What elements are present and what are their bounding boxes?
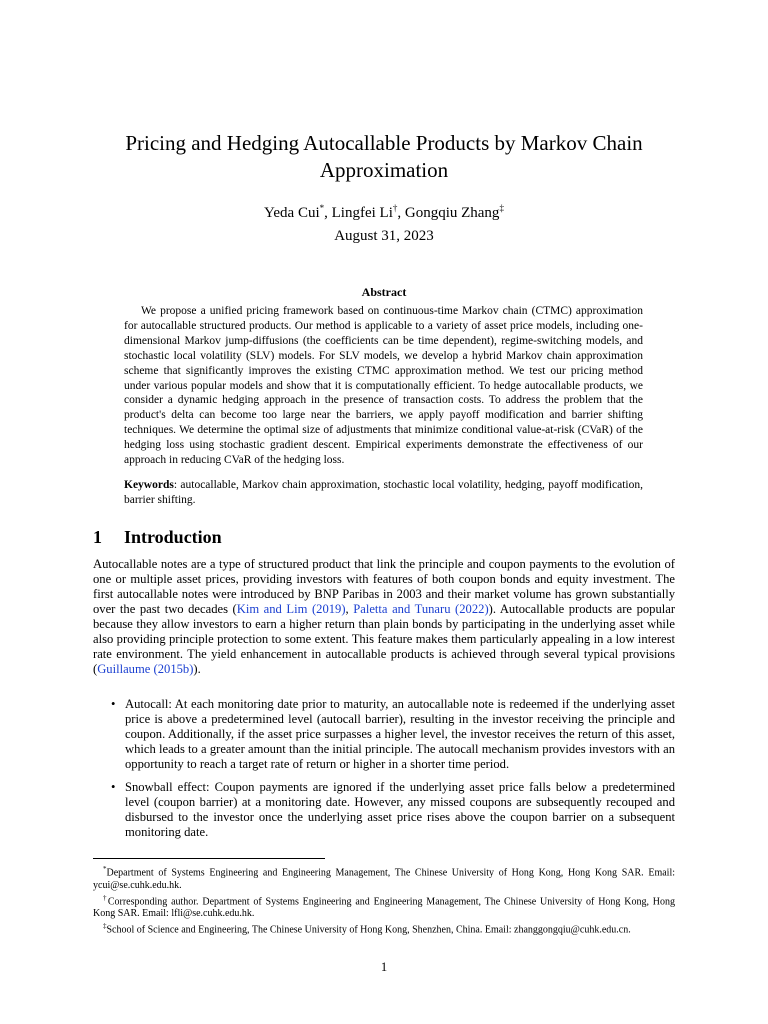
keywords [124,478,643,508]
paper-date: August 31, 2023 [334,228,434,244]
bullet-dot-icon: • [111,780,116,794]
citation-authors: Guillaume [97,662,151,676]
bullet-item [93,780,675,840]
abstract-heading: Abstract [361,285,407,299]
intro-text: Autocallable notes are a type of structured product that link the principle and coupon payments to the evolution of one or multiple asset prices, providing investors with features of both coupon bonds and equity investment. The first autocallable notes were introduced by BNP Paribas in 2003 and their market volume has grown substantially over the past two decades ( [93,557,675,616]
intro-text: ). [193,662,201,676]
author-name: Yeda Cui [264,205,320,221]
author-name: Gongqiu Zhang [404,205,500,221]
citation-year: 2015b [157,662,190,676]
author-name: Lingfei Li [331,205,393,221]
bullet-list [93,697,675,848]
citation-authors: Paletta and Tunaru [353,602,451,616]
footnote-mark: † [103,893,108,902]
footnote [93,920,675,937]
citation-year: 2019 [316,602,342,616]
intro-paragraph [93,557,675,677]
bullet-text: Autocall: At each monitoring date prior to maturity, an autocallable note is redeemed if the underlying asset price is above a predetermined level (autocall barrier), resulting in the investor receiving the principle and coupon. Additionally, if the asset price surpasses a higher level, the investor receives the return of this asset, which leads to a greater amount than the initial principle. The autocall mechanism provides investors with an opportunity to reach a target rate of return or higher in a shorter time period. [125,697,675,771]
bullet-text: Snowball effect: Coupon payments are ignored if the underlying asset price falls below a predetermined level (coupon barrier) at a monitoring date. However, any missed coupons are subsequently recouped and disbursed to the investor once the underlying asset price rises above the coupon barrier on a subsequent monitoring date. [125,780,675,839]
citation-link[interactable]: Paletta and Tunaru (2022) [353,602,489,616]
footnote-rule [93,858,325,859]
citation-link[interactable]: Kim and Lim (2019) [236,602,346,616]
footnote [93,863,675,892]
section-number: 1 [93,527,102,547]
page-number: 1 [380,960,388,974]
footnote [93,892,675,921]
author-mark: * [319,203,325,213]
bullet-item [93,697,675,772]
author-mark: † [392,203,398,213]
citation-link[interactable]: Guillaume (2015b) [97,662,194,676]
intro-text: ). Autocallable products are popular because they allow investors to earn a higher return than plain bonds by participating in the underlying asset while also providing principle protection to some extent. This feature makes them particularly appealing in a low interest rate environment. The yield enhancement in autocallable products is achieved through several typical provisions ( [93,602,676,676]
author-list: Yeda Cui*, Lingfei Li†, Gongqiu Zhang‡ [264,203,504,221]
footnote-mark: * [103,865,107,873]
footnote-text: School of Science and Engineering, The Chinese University of Hong Kong, Shenzhen, China. Email: zhanggongqiu@cuhk.edu.cn. [106,924,631,936]
footnote-text: Corresponding author. Department of Systems Engineering and Engineering Management, The Chinese University of Hong Kong, Hong Kong SAR. Email: lfli@se.cuhk.edu.hk. [93,896,675,920]
bullet-dot-icon: • [111,697,116,711]
author-mark: ‡ [499,203,504,213]
footnote-text: Department of Systems Engineering and Engineering Management, The Chinese University of Hong Kong, Hong Kong SAR. Email: ycui@se.cuhk.edu.hk. [93,867,675,891]
footnote-mark: ‡ [103,922,107,931]
paper-title: Pricing and Hedging Autocallable Products by Markov Chain Approximation [125,131,643,182]
footnotes [93,863,675,937]
section-heading [93,526,222,548]
abstract-body: We propose a unified pricing framework based on continuous-time Markov chain (CTMC) approximation for autocallable structured products. Our method is applicable to a variety of asset price models, including one-dimensional Markov jump-diffusions (the coefficients can be time dependent), regime-switching models, and stochastic local volatility (SLV) models. For SLV models, we develop a hybrid Markov chain approximation scheme that significantly improves the existing CTMC approximation method. We test our pricing method under various popular models and show that it is computationally efficient. To hedge autocallable products, we consider a dynamic hedging approach in the presence of transaction costs. To address the problem that the product's delta can become too large near the barriers, we apply payoff modification and barrier shifting techniques. We determine the optimal size of adjustments that minimize conditional value-at-risk (CVaR) of the hedging loss using stochastic gradient descent. Empirical experiments demonstrate the effectiveness of our approach in reducing CVaR of the hedging loss. [124,305,643,467]
citation-separator: , [345,602,354,616]
keywords-text: : autocallable, Markov chain approximation, stochastic local volatility, hedging, payoff modification, barrier shifting. [124,479,643,506]
section-title: Introduction [124,527,222,547]
citation-authors: Kim and Lim [236,602,308,616]
citation-year: 2022 [459,602,485,616]
keywords-label: Keywords [124,479,174,491]
